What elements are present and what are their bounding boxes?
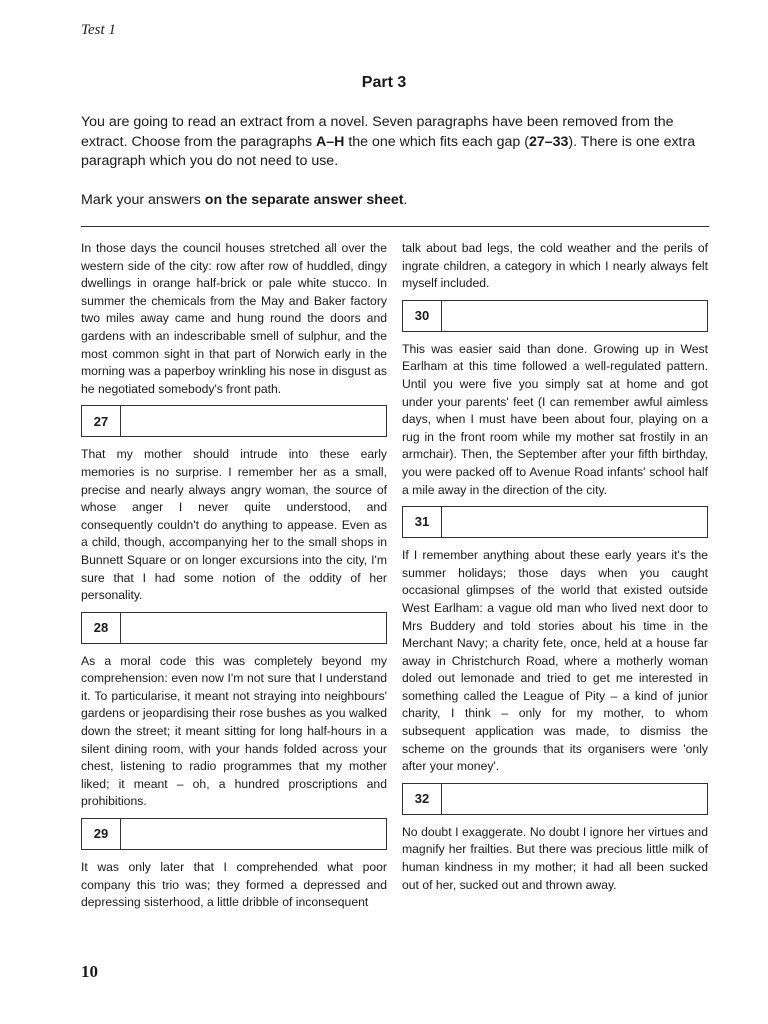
intro-text-1: You are going to read an extract from a novel. Seven paragraphs have been removed from the extract. Choose from the paragraphs [81,114,674,150]
intro-bold-letters: A–H [316,133,345,150]
gap-27-box[interactable] [81,405,387,437]
mark-answers-instruction [81,191,709,211]
intro-bold-gaps: 27–33 [528,133,569,150]
gap-30-box[interactable] [402,300,708,332]
right-column [402,240,708,901]
gap-number: 29 [82,819,121,849]
paragraph: No doubt I exaggerate. No doubt I ignore her virtues and magnify her frailties. But there was precious little milk of human kindness in my mother; it had all been sucked out of her, sucked out and thrown away. [402,824,708,892]
gap-answer-space[interactable] [121,819,386,849]
gap-answer-space[interactable] [442,301,707,331]
gap-31-box[interactable] [402,506,708,538]
running-header: Test 1 [81,22,116,38]
part-title: Part 3 [361,74,407,91]
gap-number: 31 [403,507,442,537]
paragraph: That my mother should intrude into these early memories is no surprise. I remember her as a small, precise and nearly always angry woman, the source of whose anger I never quite understood, and consequently couldn't do anything to appease. Even as a child, though, accompanying her to the small shops in Bunnett Square or on longer excursions into the city, I'm sure that I had some notion of the oddity of her personality. [81,447,387,603]
gap-32-box[interactable] [402,783,708,815]
paragraph: talk about bad legs, the cold weather and the perils of ingrate children, a category in which I nearly always felt myself included. [402,241,708,291]
gap-answer-space[interactable] [121,406,386,436]
paragraph: If I remember anything about these early years it's the summer holidays; those days when you caught occasional glimpses of the world that existed outside West Earlham: a vague old man who lived next door to Mrs Buddery and told stories about his time in the Merchant Navy; a charity fete, once, held at a house far away in Christchurch Road, where a motherly woman doled out lemonade and tried to get me interested in something called the League of Pity – a kind of junior charity, I think – only for my mother, to whom subsequent application was made, to dismiss the scheme on the grounds that its organisers were 'only after your money'. [402,548,708,774]
gap-answer-space[interactable] [442,784,707,814]
instructions-paragraph [81,113,709,172]
paragraph: In those days the council houses stretched all over the western side of the city: row after row of huddled, dingy dwellings in orange half-brick or pale white stucco. In summer the chemicals from the May and Baker factory two miles away came and hung round the doors and gardens with an indescribable smell of sulphur, and the most common sight in that part of Norwich early in the morning was a paperboy wrinkling his nose in disgust as he negotiated somebody's front path. [81,241,387,396]
gap-number: 28 [82,613,121,643]
gap-answer-space[interactable] [442,507,707,537]
paragraph: It was only later that I comprehended what poor company this trio was; they formed a depressed and depressing sisterhood, a little dribble of inconsequent [81,860,387,910]
paragraph: This was easier said than done. Growing up in West Earlham at this time followed a well-regulated pattern. Until you were five you simply sat at home and got under your parents' feet (I can remember awful aimless days, when I must have been about four, playing on a rug in the front room while my mother sat frostily in an armchair). Then, the September after your fifth birthday, you were packed off to Avenue Road infants' school half a mile away in the direction of the city. [402,341,708,497]
mark-text-1: Mark your answers [81,192,205,208]
gap-number: 32 [403,784,442,814]
paragraph: As a moral code this was completely beyond my comprehension: even now I'm not sure that I understand it. To particularise, it meant not straying into neighbours' gardens or jeopardising their rose bushes as you walked down the street; it meant sitting for long half-hours in a silent dining room, with your hands folded across your chest, listening to radio programmes that my mother liked; it meant – oh, a hundred proscriptions and prohibitions. [81,653,387,809]
intro-text-3: ). There is one extra paragraph which you do not need to use. [81,133,696,169]
gap-number: 27 [82,406,121,436]
gap-28-box[interactable] [81,612,387,644]
mark-text-2: . [403,192,408,208]
gap-answer-space[interactable] [121,613,386,643]
left-column [81,240,387,919]
gap-number: 30 [403,301,442,331]
gap-29-box[interactable] [81,818,387,850]
page-number: 10 [81,962,98,981]
intro-text-2: the one which fits each gap ( [344,133,529,150]
divider-rule [81,226,709,227]
mark-bold: on the separate answer sheet [204,192,404,208]
